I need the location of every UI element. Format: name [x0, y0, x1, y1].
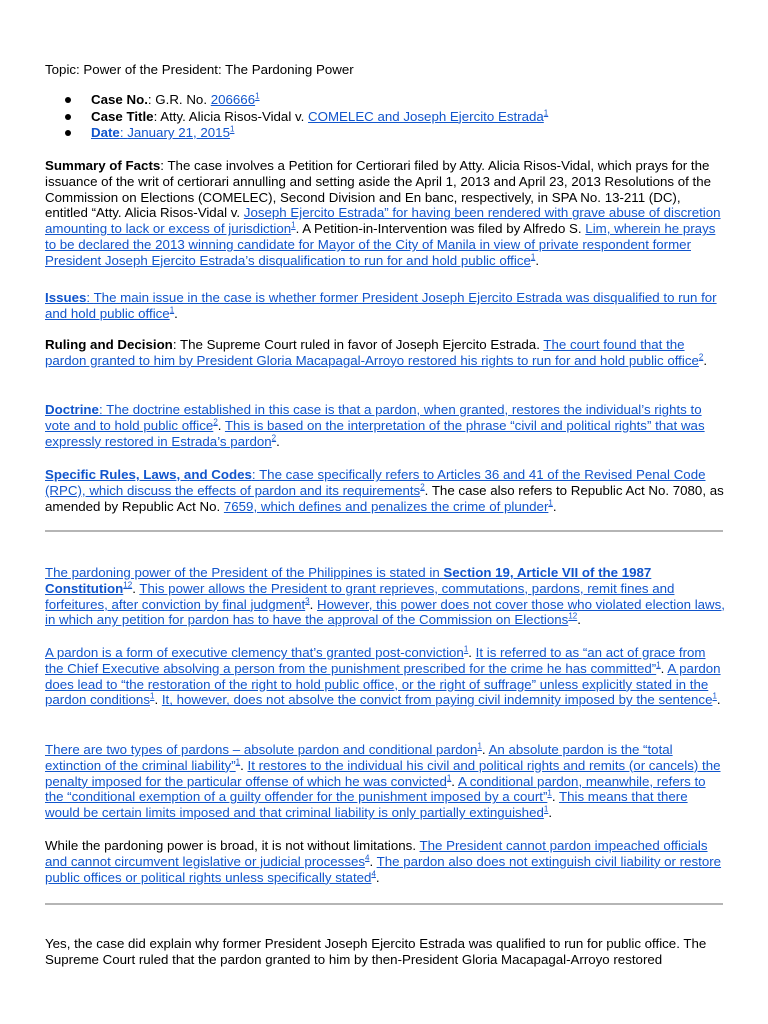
- constitution-link[interactable]: Section 19, Article VII of the 1987 Constitution: [45, 565, 652, 596]
- pardon-p2-link-3[interactable]: A pardon does lead to “the restoration of the right to hold public office, or the right of suffrage” unless explicitly stated in the pardon conditions: [45, 660, 721, 708]
- ruling-link[interactable]: The court found that the pardon granted to him by President Gloria Macapagal-Arroyo restored his rights to run for and hold public office: [45, 337, 699, 368]
- pardon-p1-link-2[interactable]: This power allows the President to grant reprieves, commutations, pardons, remit fines and forfeitures, after conviction by final judgment: [45, 580, 675, 612]
- section-divider-1: [45, 530, 723, 532]
- issues-label[interactable]: Issues: [45, 290, 87, 305]
- summary-of-facts: Summary of Facts: The case involves a Petition for Certiorari filed by Atty. Alicia Risos-Vidal, which prays for the issuance of the writ of certiorari annulling and setting aside the April 1, 2013 and April 23, 2013 Resolutions of the Commission on Elections (COMELEC), Second Division and En banc, respectively, in SPA No. 13-211 (DC), entitled “Atty. Alicia Risos-Vidal v. Joseph Ejercito Estrada” for having been rendered with grave abuse of discretion amounting to lack or excess of jurisdiction$^1$. A Petition-in-Intervention was filed by Alfredo S. Lim, wherein he prays to be declared the 2013 winning candidate for Mayor of the City of Manila in view of private respondent former President Joseph Ejercito Estrada’s disqualification to run for and hold public office$^1$.: [45, 158, 721, 268]
- case-info-list: [45, 92, 731, 142]
- doctrine-label[interactable]: Doctrine: [45, 402, 99, 417]
- doctrine: Doctrine: The doctrine established in this case is that a pardon, when granted, restores the individual’s rights to vote and to hold public office$^2$. This is based on the interpretation of the phrase “civil and political rights” that was expressly restored in Estrada’s pardon$^2$.: [45, 402, 705, 449]
- pardon-paragraph-4: While the pardoning power is broad, it is not without limitations. The President cannot pardon impeached officials and cannot circumvent legislative or judicial processes$^4$. The pardon also does not extinguish civil liability or restore public offices or political rights unless specifically stated$^4$.: [45, 838, 722, 885]
- pardon-p4-link-1[interactable]: The President cannot pardon impeached officials and cannot circumvent legislative or judicial processes: [45, 838, 708, 869]
- doctrine-link-2[interactable]: This is based on the interpretation of the phrase “civil and political rights” that was expressly restored in Estrada’s pardon: [45, 417, 705, 449]
- pardon-p2-link-2[interactable]: It is referred to as “an act of grace from the Chief Executive absolving a person from the punishment prescribed for the crime he has committed”: [45, 645, 706, 676]
- rules-link-2[interactable]: 7659, which defines and penalizes the crime of plunder: [223, 498, 549, 514]
- pardon-p3-link-5[interactable]: This means that there would be certain limits imposed and that criminal liability is only partially extinguished: [45, 789, 688, 821]
- rules-link-1[interactable]: The case specifically refers to Articles 36 and 41 of the Revised Penal Code (RPC), which discuss the effects of pardon and its requirements: [45, 467, 706, 498]
- date-label[interactable]: Date: [91, 125, 120, 140]
- rules-label[interactable]: Specific Rules, Laws, and Codes: [45, 467, 252, 482]
- pardon-p2-link-4[interactable]: It, however, does not absolve the convict from paying civil indemnity imposed by the sentence: [161, 692, 713, 708]
- pardon-p3-link-3[interactable]: It restores to the individual his civil and political rights and remits (or cancels) the penalty imposed for the particular offense of which he was convicted: [45, 757, 721, 789]
- case-title-link[interactable]: COMELEC and Joseph Ejercito Estrada: [308, 108, 544, 124]
- conclusion-paragraph: Yes, the case did explain why former President Joseph Ejercito Estrada was qualified to run for public office. The Supreme Court ruled that the pardon granted to him by then-President Gloria Macapagal-Arroyo restored: [45, 936, 707, 967]
- date-link[interactable]: January 21, 2015: [127, 125, 230, 140]
- pardon-p3-link-1[interactable]: There are two types of pardons – absolute pardon and conditional pardon: [45, 742, 478, 757]
- pardon-paragraph-1: The pardoning power of the President of the Philippines is stated in Section 19, Article VII of the 1987 Constitution$^{12}$. This power allows the President to grant reprieves, commutations, pardons, remit fines and forfeitures, after conviction by final judgment$^3$. However, this power does not cover those who violated election laws, in which any petition for pardon has to have the approval of the Commission on Elections$^{12}$.: [45, 565, 726, 628]
- pardon-paragraph-2: A pardon is a form of executive clemency that’s granted post-conviction$^1$. It is referred to as “an act of grace from the Chief Executive absolving a person from the punishment prescribed for the crime he has committed”$^1$. A pardon does lead to “the restoration of the right to hold public office, or the right of suffrage” unless explicitly stated in the pardon conditions$^1$. It, however, does not absolve the convict from paying civil indemnity imposed by the sentence$^1$.: [45, 644, 721, 708]
- issues-link[interactable]: The main issue in the case is whether former President Joseph Ejercito Estrada was disqualified to run for and hold public office: [45, 290, 717, 321]
- topic-line: Topic: Power of the President: The Pardoning Power: [45, 62, 354, 77]
- pardon-p2-link-1[interactable]: A pardon is a form of executive clemency that’s granted post-conviction: [45, 645, 464, 660]
- pardon-p1-link-1[interactable]: The pardoning power of the President of the Philippines is stated in: [45, 565, 444, 580]
- pardon-p3-link-2[interactable]: An absolute pardon is the “total extinction of the criminal liability”: [45, 742, 673, 773]
- pardon-paragraph-3: There are two types of pardons – absolute pardon and conditional pardon$^1$. An absolute pardon is the “total extinction of the criminal liability”$^1$. It restores to the individual his civil and political rights and remits (or cancels) the penalty imposed for the particular offense of which he was convicted$^1$. A conditional pardon, meanwhile, refers to the “conditional exemption of a guilty offender for the punishment imposed by a court”$^1$. This means that there would be certain limits imposed and that criminal liability is only partially extinguished$^1$.: [45, 741, 721, 821]
- pardon-p3-link-4[interactable]: A conditional pardon, meanwhile, refers to the “conditional exemption of a guilty offender for the punishment imposed by a court”: [45, 773, 706, 805]
- pardon-p4-link-2[interactable]: The pardon also does not extinguish civil liability or restore public offices or political rights unless specifically stated: [45, 853, 722, 885]
- case-no-link[interactable]: 206666: [210, 92, 256, 107]
- summary-link-1[interactable]: Joseph Ejercito Estrada” for having been rendered with grave abuse of discretion amounting to lack or excess of jurisdiction: [45, 205, 721, 237]
- doctrine-link-1[interactable]: The doctrine established in this case is that a pardon, when granted, restores the individual’s rights to vote and to hold public office: [45, 402, 702, 433]
- section-divider-2: [45, 903, 723, 905]
- date-item: Date: January 21, 2015$^1$: [91, 125, 731, 142]
- summary-link-2[interactable]: Lim, wherein he prays to be declared the 2013 winning candidate for Mayor of the City of Manila in view of private respondent former President Joseph Ejercito Estrada’s disqualification to run for and hold public office: [45, 221, 716, 268]
- issues: Issues: The main issue in the case is whether former President Joseph Ejercito Estrada was disqualified to run for and hold public office$^1$.: [45, 290, 717, 321]
- case-no-item: Case No.: G.R. No. 206666$^1$: [91, 92, 731, 109]
- specific-rules: Specific Rules, Laws, and Codes: The case specifically refers to Articles 36 and 41 of the Revised Penal Code (RPC), which discuss the effects of pardon and its requirements$^2$. The case also refers to Republic Act No. 7080, as amended by Republic Act No. 7659, which defines and penalizes the crime of plunder$^1$.: [45, 467, 724, 514]
- ruling-and-decision: Ruling and Decision: The Supreme Court ruled in favor of Joseph Ejercito Estrada. The court found that the pardon granted to him by President Gloria Macapagal-Arroyo restored his rights to run for and hold public office$^2$.: [45, 337, 708, 368]
- case-title-item: Case Title: Atty. Alicia Risos-Vidal v. COMELEC and Joseph Ejercito Estrada$^1$: [91, 109, 731, 126]
- pardon-p1-link-3[interactable]: However, this power does not cover those who violated election laws, in which any petition for pardon has to have the approval of the Commission on Elections: [45, 596, 726, 628]
